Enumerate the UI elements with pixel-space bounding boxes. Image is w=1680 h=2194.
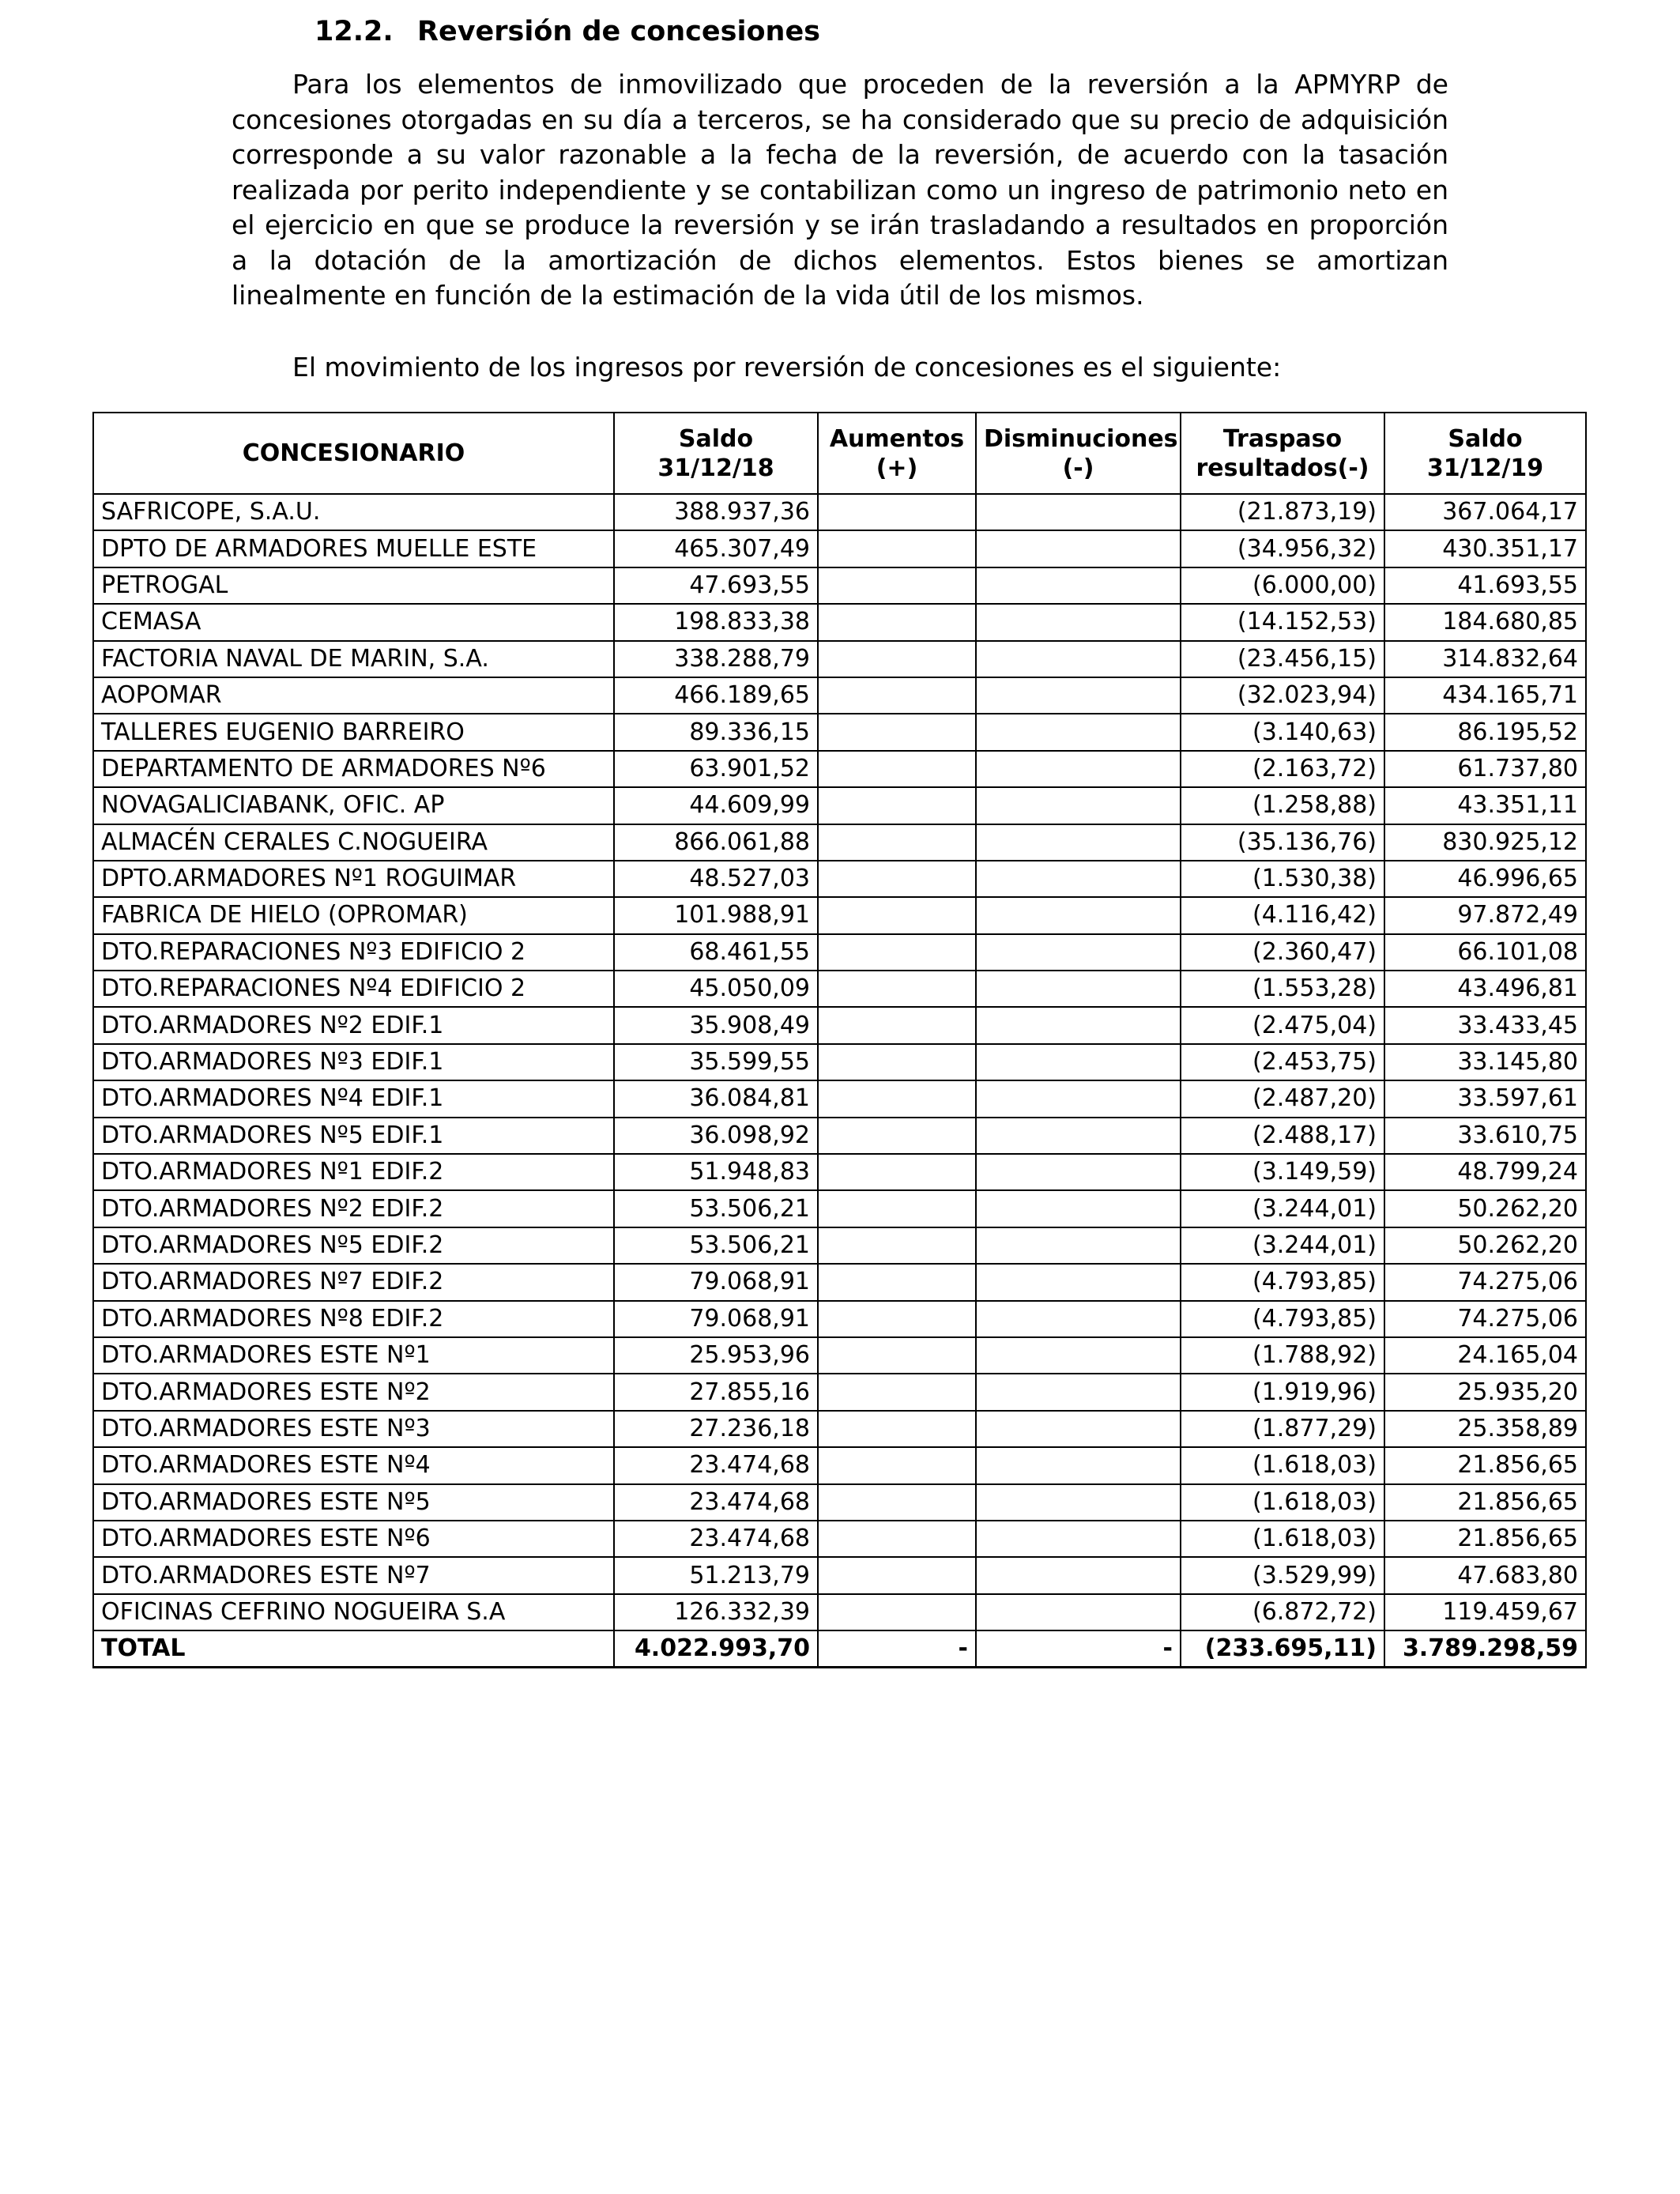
- disminuciones-cell: [976, 530, 1181, 567]
- disminuciones-cell: [976, 897, 1181, 933]
- saldo-2019-cell: 24.165,04: [1384, 1337, 1586, 1374]
- aumentos-cell: [818, 677, 976, 714]
- saldo-2019-cell: 43.351,11: [1384, 787, 1586, 824]
- header-concesionario: CONCESIONARIO: [93, 413, 614, 494]
- table-row: [93, 1044, 1586, 1080]
- aumentos-cell: [818, 1301, 976, 1337]
- saldo-2018-cell: 45.050,09: [614, 971, 818, 1007]
- aumentos-cell: [818, 1484, 976, 1521]
- aumentos-cell: [818, 1007, 976, 1043]
- traspaso-cell: (32.023,94): [1181, 677, 1384, 714]
- table-row: [93, 934, 1586, 971]
- concesionario-cell: DTO.ARMADORES ESTE Nº6: [93, 1521, 614, 1557]
- traspaso-cell: (1.618,03): [1181, 1484, 1384, 1521]
- table-row: [93, 751, 1586, 787]
- aumentos-cell: [818, 714, 976, 750]
- saldo-2018-cell: 466.189,65: [614, 677, 818, 714]
- saldo-2018-cell: 44.609,99: [614, 787, 818, 824]
- disminuciones-cell: [976, 1594, 1181, 1630]
- concesionario-cell: DEPARTAMENTO DE ARMADORES Nº6: [93, 751, 614, 787]
- aumentos-cell: [818, 861, 976, 897]
- saldo-2018-cell: 465.307,49: [614, 530, 818, 567]
- aumentos-cell: [818, 1447, 976, 1483]
- disminuciones-cell: [976, 1374, 1181, 1410]
- concesionario-cell: DTO.ARMADORES Nº3 EDIF.1: [93, 1044, 614, 1080]
- concesionario-cell: DTO.ARMADORES Nº4 EDIF.1: [93, 1080, 614, 1117]
- traspaso-cell: (35.136,76): [1181, 824, 1384, 861]
- aumentos-cell: [818, 1337, 976, 1374]
- concesionario-cell: DTO.ARMADORES ESTE Nº1: [93, 1337, 614, 1374]
- header-traspaso-resultados: Traspaso resultados(-): [1181, 413, 1384, 494]
- disminuciones-cell: [976, 1154, 1181, 1190]
- table-row: [93, 787, 1586, 824]
- concessions-movement-table: [92, 412, 1587, 1668]
- disminuciones-cell: [976, 751, 1181, 787]
- saldo-2018-cell: 101.988,91: [614, 897, 818, 933]
- saldo-2018-cell: 51.213,79: [614, 1557, 818, 1593]
- saldo-2018-cell: 338.288,79: [614, 641, 818, 677]
- concesionario-cell: SAFRICOPE, S.A.U.: [93, 494, 614, 530]
- disminuciones-cell: [976, 1007, 1181, 1043]
- table-row: [93, 1227, 1586, 1264]
- table-row: [93, 641, 1586, 677]
- total-aumentos-cell: -: [818, 1630, 976, 1668]
- table-row: [93, 530, 1586, 567]
- saldo-2019-cell: 33.597,61: [1384, 1080, 1586, 1117]
- aumentos-cell: [818, 1557, 976, 1593]
- disminuciones-cell: [976, 1118, 1181, 1154]
- aumentos-cell: [818, 787, 976, 824]
- concesionario-cell: DTO.ARMADORES Nº8 EDIF.2: [93, 1301, 614, 1337]
- table-header-row: [93, 413, 1586, 494]
- traspaso-cell: (1.258,88): [1181, 787, 1384, 824]
- traspaso-cell: (21.873,19): [1181, 494, 1384, 530]
- disminuciones-cell: [976, 677, 1181, 714]
- saldo-2019-cell: 314.832,64: [1384, 641, 1586, 677]
- concesionario-cell: DPTO.ARMADORES Nº1 ROGUIMAR: [93, 861, 614, 897]
- disminuciones-cell: [976, 1521, 1181, 1557]
- section-heading: [315, 16, 820, 47]
- saldo-2018-cell: 23.474,68: [614, 1484, 818, 1521]
- aumentos-cell: [818, 897, 976, 933]
- aumentos-cell: [818, 1190, 976, 1227]
- header-saldo-2019: Saldo 31/12/19: [1384, 413, 1586, 494]
- disminuciones-cell: [976, 971, 1181, 1007]
- concesionario-cell: DTO.ARMADORES ESTE Nº4: [93, 1447, 614, 1483]
- table-row: [93, 604, 1586, 640]
- disminuciones-cell: [976, 604, 1181, 640]
- saldo-2019-cell: 33.610,75: [1384, 1118, 1586, 1154]
- table-row: [93, 1190, 1586, 1227]
- traspaso-cell: (3.149,59): [1181, 1154, 1384, 1190]
- disminuciones-cell: [976, 1301, 1181, 1337]
- saldo-2018-cell: 27.855,16: [614, 1374, 818, 1410]
- traspaso-cell: (2.475,04): [1181, 1007, 1384, 1043]
- saldo-2018-cell: 866.061,88: [614, 824, 818, 861]
- traspaso-cell: (6.872,72): [1181, 1594, 1384, 1630]
- saldo-2018-cell: 27.236,18: [614, 1411, 818, 1447]
- concesionario-cell: CEMASA: [93, 604, 614, 640]
- table-row: [93, 1080, 1586, 1117]
- aumentos-cell: [818, 1411, 976, 1447]
- aumentos-cell: [818, 751, 976, 787]
- concesionario-cell: DTO.ARMADORES Nº2 EDIF.1: [93, 1007, 614, 1043]
- table-row: [93, 1447, 1586, 1483]
- saldo-2018-cell: 79.068,91: [614, 1264, 818, 1300]
- traspaso-cell: (1.919,96): [1181, 1374, 1384, 1410]
- saldo-2019-cell: 61.737,80: [1384, 751, 1586, 787]
- table-row: [93, 494, 1586, 530]
- traspaso-cell: (2.360,47): [1181, 934, 1384, 971]
- saldo-2019-cell: 41.693,55: [1384, 567, 1586, 604]
- saldo-2019-cell: 434.165,71: [1384, 677, 1586, 714]
- saldo-2018-cell: 23.474,68: [614, 1521, 818, 1557]
- concesionario-cell: DTO.REPARACIONES Nº3 EDIFICIO 2: [93, 934, 614, 971]
- saldo-2019-cell: 50.262,20: [1384, 1227, 1586, 1264]
- disminuciones-cell: [976, 641, 1181, 677]
- disminuciones-cell: [976, 714, 1181, 750]
- saldo-2018-cell: 35.908,49: [614, 1007, 818, 1043]
- saldo-2019-cell: 184.680,85: [1384, 604, 1586, 640]
- table-row: [93, 714, 1586, 750]
- table-row: [93, 1411, 1586, 1447]
- table-row: [93, 1007, 1586, 1043]
- aumentos-cell: [818, 567, 976, 604]
- saldo-2019-cell: 43.496,81: [1384, 971, 1586, 1007]
- traspaso-cell: (6.000,00): [1181, 567, 1384, 604]
- concesionario-cell: TALLERES EUGENIO BARREIRO: [93, 714, 614, 750]
- saldo-2019-cell: 119.459,67: [1384, 1594, 1586, 1630]
- concesionario-cell: DPTO DE ARMADORES MUELLE ESTE: [93, 530, 614, 567]
- saldo-2019-cell: 25.935,20: [1384, 1374, 1586, 1410]
- concesionario-cell: DTO.ARMADORES Nº7 EDIF.2: [93, 1264, 614, 1300]
- table-row: [93, 1374, 1586, 1410]
- saldo-2019-cell: 50.262,20: [1384, 1190, 1586, 1227]
- body-paragraph-text: Para los elementos de inmovilizado que proceden de la reversión a la APMYRP de concesiones otorgadas en su día a terceros, se ha considerado que su precio de adquisición corresponde a su valor razonable a la fecha de la reversión, de acuerdo con la tasación realizada por perito independiente y se contabilizan como un ingreso de patrimonio neto en el ejercicio en que se produce la reversión y se irán trasladando a resultados en proporción a la dotación de la amortización de dichos elementos. Estos bienes se amortizan linealmente en función de la estimación de la vida útil de los mismos.: [232, 69, 1448, 311]
- aumentos-cell: [818, 1264, 976, 1300]
- aumentos-cell: [818, 971, 976, 1007]
- total-traspaso-cell: (233.695,11): [1181, 1630, 1384, 1668]
- saldo-2018-cell: 126.332,39: [614, 1594, 818, 1630]
- traspaso-cell: (2.488,17): [1181, 1118, 1384, 1154]
- saldo-2019-cell: 830.925,12: [1384, 824, 1586, 861]
- aumentos-cell: [818, 824, 976, 861]
- concesionario-cell: DTO.ARMADORES Nº2 EDIF.2: [93, 1190, 614, 1227]
- saldo-2019-cell: 33.433,45: [1384, 1007, 1586, 1043]
- aumentos-cell: [818, 1374, 976, 1410]
- traspaso-cell: (4.793,85): [1181, 1301, 1384, 1337]
- disminuciones-cell: [976, 1227, 1181, 1264]
- saldo-2018-cell: 89.336,15: [614, 714, 818, 750]
- aumentos-cell: [818, 1080, 976, 1117]
- total-label: TOTAL: [93, 1630, 614, 1668]
- table-row: [93, 1264, 1586, 1300]
- saldo-2019-cell: 430.351,17: [1384, 530, 1586, 567]
- saldo-2019-cell: 97.872,49: [1384, 897, 1586, 933]
- aumentos-cell: [818, 494, 976, 530]
- disminuciones-cell: [976, 567, 1181, 604]
- aumentos-cell: [818, 1118, 976, 1154]
- table-row: [93, 824, 1586, 861]
- table-row: [93, 1594, 1586, 1630]
- traspaso-cell: (34.956,32): [1181, 530, 1384, 567]
- concesionario-cell: ALMACÉN CERALES C.NOGUEIRA: [93, 824, 614, 861]
- concesionario-cell: DTO.ARMADORES Nº5 EDIF.1: [93, 1118, 614, 1154]
- traspaso-cell: (3.140,63): [1181, 714, 1384, 750]
- table-row: [93, 677, 1586, 714]
- saldo-2018-cell: 68.461,55: [614, 934, 818, 971]
- concesionario-cell: DTO.ARMADORES ESTE Nº2: [93, 1374, 614, 1410]
- saldo-2018-cell: 47.693,55: [614, 567, 818, 604]
- table-row: [93, 1118, 1586, 1154]
- concesionario-cell: DTO.REPARACIONES Nº4 EDIFICIO 2: [93, 971, 614, 1007]
- saldo-2018-cell: 53.506,21: [614, 1190, 818, 1227]
- concesionario-cell: DTO.ARMADORES Nº5 EDIF.2: [93, 1227, 614, 1264]
- saldo-2019-cell: 367.064,17: [1384, 494, 1586, 530]
- traspaso-cell: (1.618,03): [1181, 1521, 1384, 1557]
- concesionario-cell: FACTORIA NAVAL DE MARIN, S.A.: [93, 641, 614, 677]
- total-saldo-2018-cell: 4.022.993,70: [614, 1630, 818, 1668]
- traspaso-cell: (14.152,53): [1181, 604, 1384, 640]
- saldo-2019-cell: 74.275,06: [1384, 1264, 1586, 1300]
- aumentos-cell: [818, 1227, 976, 1264]
- table-row: [93, 897, 1586, 933]
- saldo-2018-cell: 388.937,36: [614, 494, 818, 530]
- traspaso-cell: (1.530,38): [1181, 861, 1384, 897]
- traspaso-cell: (3.244,01): [1181, 1227, 1384, 1264]
- table-row: [93, 971, 1586, 1007]
- traspaso-cell: (3.529,99): [1181, 1557, 1384, 1593]
- disminuciones-cell: [976, 824, 1181, 861]
- table-intro-text: El movimiento de los ingresos por reversión de concesiones es el siguiente:: [292, 352, 1282, 383]
- saldo-2018-cell: 63.901,52: [614, 751, 818, 787]
- saldo-2019-cell: 21.856,65: [1384, 1484, 1586, 1521]
- header-aumentos: Aumentos (+): [818, 413, 976, 494]
- aumentos-cell: [818, 604, 976, 640]
- table-row: [93, 1301, 1586, 1337]
- traspaso-cell: (1.553,28): [1181, 971, 1384, 1007]
- disminuciones-cell: [976, 1484, 1181, 1521]
- traspaso-cell: (4.793,85): [1181, 1264, 1384, 1300]
- disminuciones-cell: [976, 1080, 1181, 1117]
- saldo-2019-cell: 33.145,80: [1384, 1044, 1586, 1080]
- disminuciones-cell: [976, 934, 1181, 971]
- saldo-2018-cell: 25.953,96: [614, 1337, 818, 1374]
- traspaso-cell: (3.244,01): [1181, 1190, 1384, 1227]
- concesionario-cell: OFICINAS CEFRINO NOGUEIRA S.A: [93, 1594, 614, 1630]
- traspaso-cell: (1.877,29): [1181, 1411, 1384, 1447]
- disminuciones-cell: [976, 1264, 1181, 1300]
- saldo-2018-cell: 51.948,83: [614, 1154, 818, 1190]
- section-number: 12.2.: [315, 16, 394, 47]
- concesionario-cell: DTO.ARMADORES ESTE Nº5: [93, 1484, 614, 1521]
- disminuciones-cell: [976, 861, 1181, 897]
- table-row: [93, 1484, 1586, 1521]
- aumentos-cell: [818, 1044, 976, 1080]
- table-row: [93, 1337, 1586, 1374]
- saldo-2019-cell: 25.358,89: [1384, 1411, 1586, 1447]
- concesionario-cell: AOPOMAR: [93, 677, 614, 714]
- traspaso-cell: (1.788,92): [1181, 1337, 1384, 1374]
- aumentos-cell: [818, 641, 976, 677]
- traspaso-cell: (2.163,72): [1181, 751, 1384, 787]
- saldo-2019-cell: 86.195,52: [1384, 714, 1586, 750]
- saldo-2018-cell: 53.506,21: [614, 1227, 818, 1264]
- total-saldo-2019-cell: 3.789.298,59: [1384, 1630, 1586, 1668]
- table-row: [93, 1154, 1586, 1190]
- saldo-2019-cell: 74.275,06: [1384, 1301, 1586, 1337]
- aumentos-cell: [818, 1154, 976, 1190]
- concesionario-cell: PETROGAL: [93, 567, 614, 604]
- body-paragraph: [232, 67, 1448, 314]
- concesionario-cell: DTO.ARMADORES Nº1 EDIF.2: [93, 1154, 614, 1190]
- traspaso-cell: (1.618,03): [1181, 1447, 1384, 1483]
- aumentos-cell: [818, 530, 976, 567]
- saldo-2019-cell: 21.856,65: [1384, 1447, 1586, 1483]
- aumentos-cell: [818, 1521, 976, 1557]
- concesionario-cell: NOVAGALICIABANK, OFIC. AP: [93, 787, 614, 824]
- table-row: [93, 861, 1586, 897]
- disminuciones-cell: [976, 787, 1181, 824]
- section-title: Reversión de concesiones: [417, 16, 821, 47]
- saldo-2019-cell: 46.996,65: [1384, 861, 1586, 897]
- saldo-2018-cell: 23.474,68: [614, 1447, 818, 1483]
- disminuciones-cell: [976, 1337, 1181, 1374]
- header-disminuciones: Disminuciones (-): [976, 413, 1181, 494]
- saldo-2019-cell: 47.683,80: [1384, 1557, 1586, 1593]
- saldo-2018-cell: 35.599,55: [614, 1044, 818, 1080]
- table-row: [93, 1557, 1586, 1593]
- table-total-row: [93, 1630, 1586, 1668]
- traspaso-cell: (2.453,75): [1181, 1044, 1384, 1080]
- aumentos-cell: [818, 1594, 976, 1630]
- saldo-2018-cell: 36.098,92: [614, 1118, 818, 1154]
- saldo-2019-cell: 21.856,65: [1384, 1521, 1586, 1557]
- concesionario-cell: FABRICA DE HIELO (OPROMAR): [93, 897, 614, 933]
- disminuciones-cell: [976, 1411, 1181, 1447]
- disminuciones-cell: [976, 1557, 1181, 1593]
- saldo-2019-cell: 66.101,08: [1384, 934, 1586, 971]
- traspaso-cell: (4.116,42): [1181, 897, 1384, 933]
- disminuciones-cell: [976, 1044, 1181, 1080]
- concesionario-cell: DTO.ARMADORES ESTE Nº7: [93, 1557, 614, 1593]
- disminuciones-cell: [976, 494, 1181, 530]
- table-row: [93, 567, 1586, 604]
- header-saldo-2018: Saldo 31/12/18: [614, 413, 818, 494]
- aumentos-cell: [818, 934, 976, 971]
- saldo-2018-cell: 79.068,91: [614, 1301, 818, 1337]
- disminuciones-cell: [976, 1447, 1181, 1483]
- concesionario-cell: DTO.ARMADORES ESTE Nº3: [93, 1411, 614, 1447]
- traspaso-cell: (2.487,20): [1181, 1080, 1384, 1117]
- disminuciones-cell: [976, 1190, 1181, 1227]
- saldo-2019-cell: 48.799,24: [1384, 1154, 1586, 1190]
- table-body: [93, 494, 1586, 1668]
- traspaso-cell: (23.456,15): [1181, 641, 1384, 677]
- table-row: [93, 1521, 1586, 1557]
- total-disminuciones-cell: -: [976, 1630, 1181, 1668]
- saldo-2018-cell: 36.084,81: [614, 1080, 818, 1117]
- saldo-2018-cell: 198.833,38: [614, 604, 818, 640]
- saldo-2018-cell: 48.527,03: [614, 861, 818, 897]
